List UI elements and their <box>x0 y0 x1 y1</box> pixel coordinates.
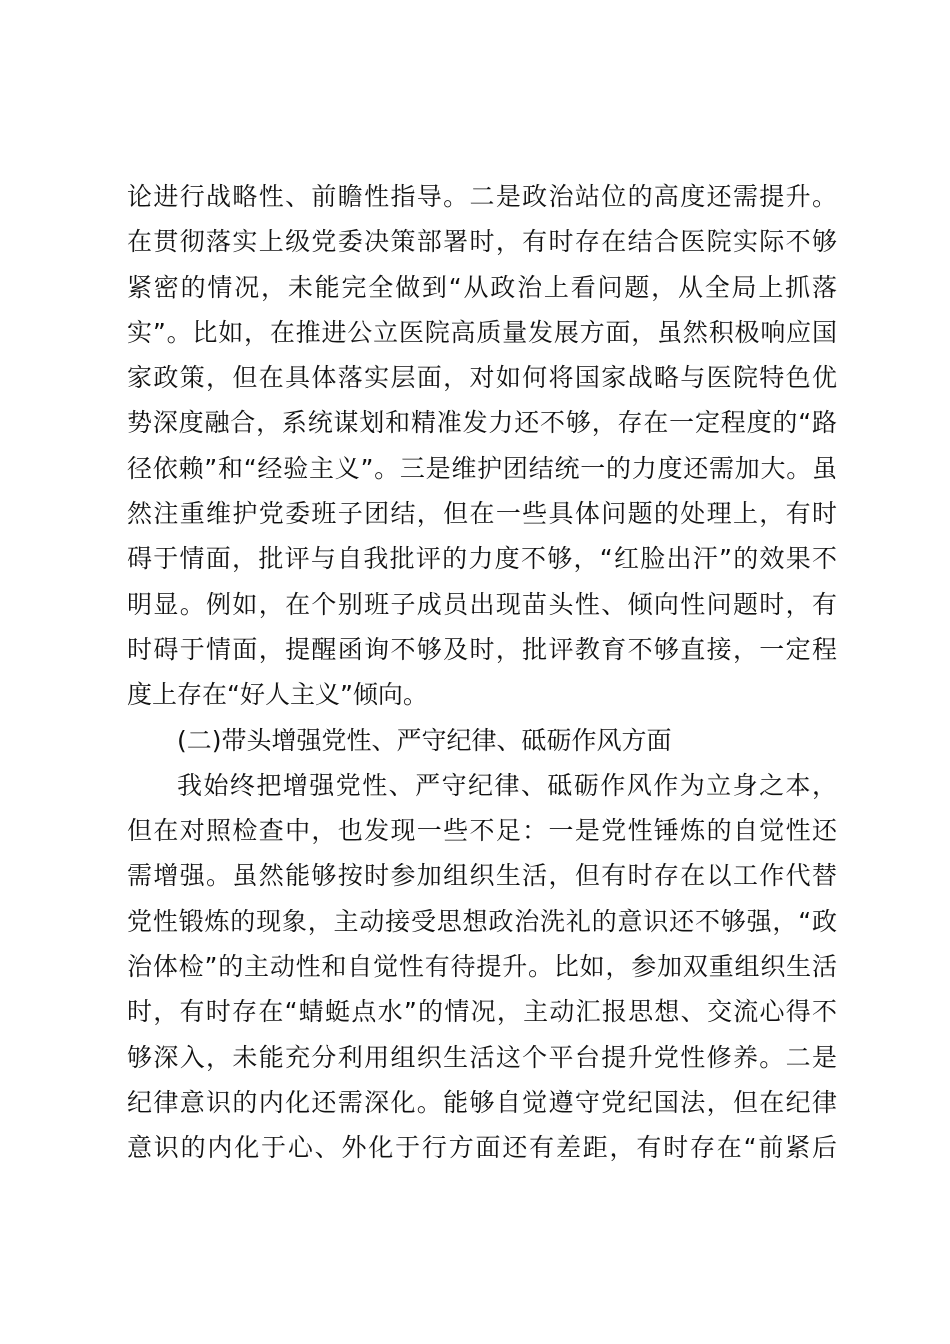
text-line: 在贯彻落实上级党委决策部署时，有时存在结合医院实际不够 <box>127 227 837 257</box>
text-line: 然注重维护党委班子团结，但在一些具体问题的处理上，有时 <box>127 499 837 529</box>
text-line: 治体检”的主动性和自觉性有待提升。比如，参加双重组织生活 <box>127 952 837 982</box>
text-line: 径依赖”和“经验主义”。三是维护团结统一的力度还需加大。虽 <box>127 453 837 483</box>
text-line: 明显。例如，在个别班子成员出现苗头性、倾向性问题时，有 <box>127 589 837 619</box>
text-line: 势深度融合，系统谋划和精准发力还不够，存在一定程度的“路 <box>127 408 837 438</box>
section-heading: (二)带头增强党性、严守纪律、砥砺作风方面 <box>177 725 672 755</box>
text-line: 时，有时存在“蜻蜓点水”的情况，主动汇报思想、交流心得不 <box>127 997 837 1027</box>
text-line: 党性锻炼的现象，主动接受思想政治洗礼的意识还不够强，“政 <box>127 906 837 936</box>
text-line: 够深入，未能充分利用组织生活这个平台提升党性修养。二是 <box>127 1042 837 1072</box>
text-line: 实”。比如，在推进公立医院高质量发展方面，虽然积极响应国 <box>127 317 837 347</box>
text-line: 论进行战略性、前瞻性指导。二是政治站位的高度还需提升。 <box>127 182 837 211</box>
text-line: 但在对照检查中，也发现一些不足：一是党性锤炼的自觉性还 <box>127 816 837 846</box>
text-line: 紧密的情况，未能完全做到“从政治上看问题，从全局上抓落 <box>127 272 837 302</box>
text-line: 度上存在“好人主义”倾向。 <box>127 680 428 710</box>
text-line: 我始终把增强党性、严守纪律、砥砺作风作为立身之本， <box>177 770 837 800</box>
text-line: 家政策，但在具体落实层面，对如何将国家战略与医院特色优 <box>127 363 837 393</box>
text-line: 碍于情面，批评与自我批评的力度不够，“红脸出汗”的效果不 <box>127 544 837 574</box>
document-body <box>127 174 837 1171</box>
text-line: 时碍于情面，提醒函询不够及时，批评教育不够直接，一定程 <box>127 634 837 664</box>
text-line: 需增强。虽然能够按时参加组织生活，但有时存在以工作代替 <box>127 861 837 891</box>
text-line: 意识的内化于心、外化于行方面还有差距，有时存在“前紧后 <box>127 1133 837 1163</box>
text-line: 纪律意识的内化还需深化。能够自觉遵守党纪国法，但在纪律 <box>127 1087 837 1117</box>
